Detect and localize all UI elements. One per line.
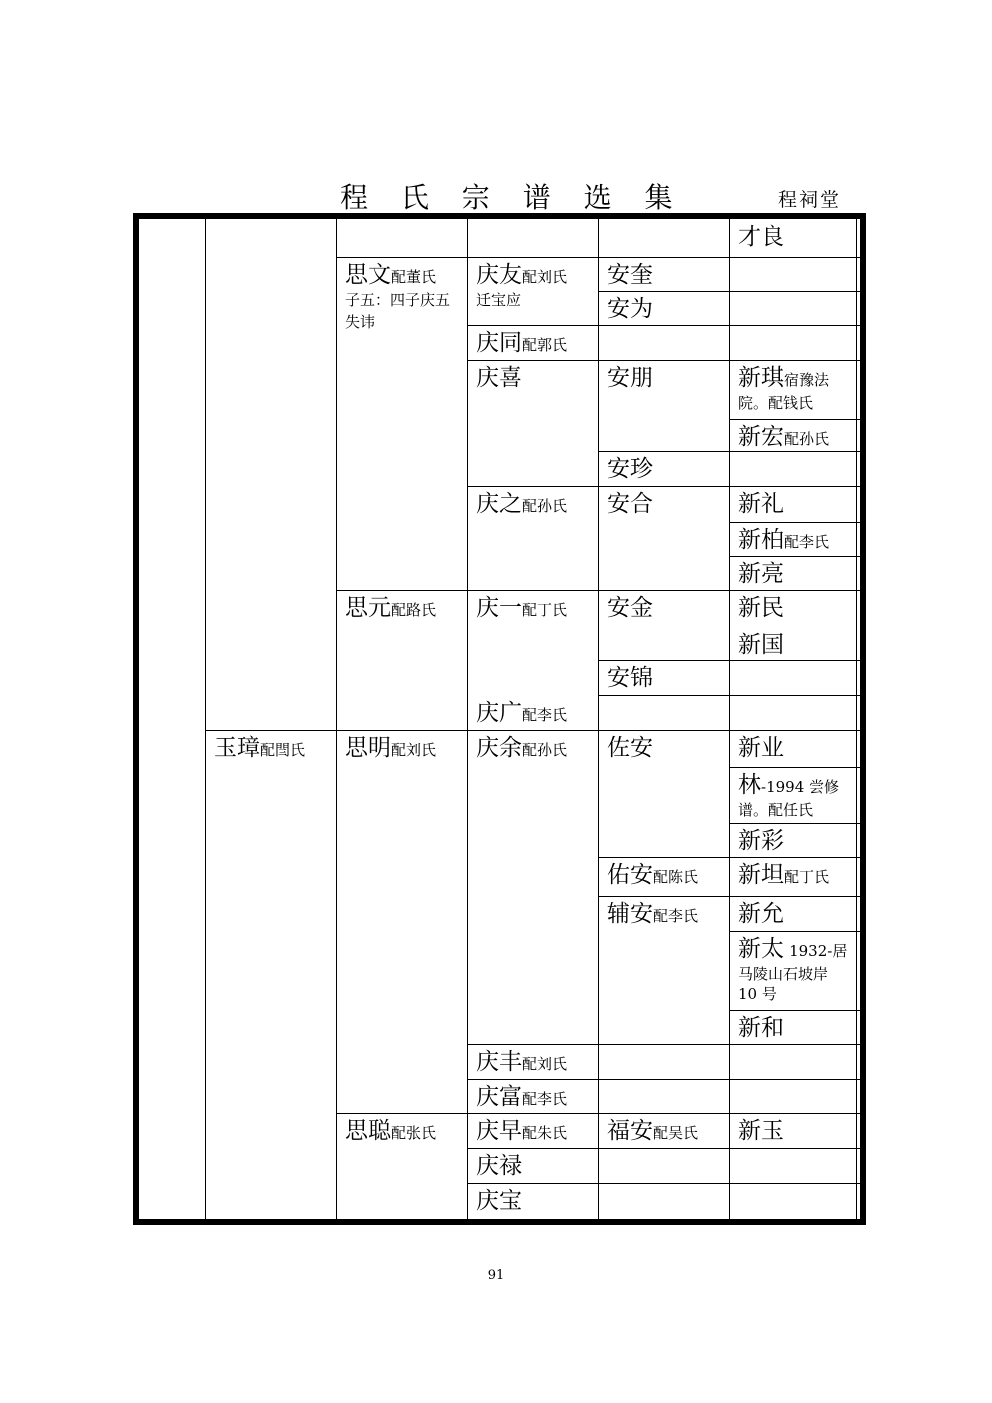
- entry-name: 思明: [345, 735, 391, 761]
- entry-siming: [336, 730, 467, 763]
- entry-xinqi: [729, 360, 856, 413]
- entry-name: 庆一: [476, 595, 522, 621]
- page-title: 程 氏 宗 谱 选 集: [340, 181, 685, 214]
- entry-anhe: [598, 486, 729, 519]
- entry-qingzhi: [467, 486, 598, 519]
- entry-name: 庆喜: [476, 365, 522, 391]
- entry-xinyun: [729, 896, 856, 929]
- entry-name: 安为: [607, 296, 653, 322]
- entry-name: 新太: [738, 936, 784, 962]
- genealogy-table: [133, 213, 866, 1225]
- hall-name: 程祠堂: [778, 189, 842, 211]
- entry-note: 配董氏: [391, 268, 437, 286]
- entry-name: 佐安: [607, 735, 653, 761]
- entry-qinglu: [467, 1148, 598, 1181]
- entry-name: 庆富: [476, 1084, 522, 1110]
- entry-qingfu: [467, 1079, 598, 1112]
- entry-xinmin: [729, 590, 856, 623]
- entry-xinhong: [729, 419, 856, 452]
- entry-qingfeng: [467, 1044, 598, 1077]
- entry-name: 思文: [345, 262, 391, 288]
- entry-note: 迁宝应: [476, 290, 522, 309]
- entry-note: 配孙氏: [784, 430, 830, 448]
- entry-name: 庆丰: [476, 1049, 522, 1075]
- entry-name: 庆宝: [476, 1188, 522, 1214]
- entry-zuoan: [598, 730, 729, 763]
- entry-note: 配李氏: [522, 1090, 568, 1108]
- entry-name: 佑安: [607, 862, 653, 888]
- entry-sicong: [336, 1113, 467, 1146]
- entry-name: 新玉: [738, 1118, 784, 1144]
- entry-name: 玉璋: [214, 735, 260, 761]
- entry-qingbao: [467, 1183, 598, 1216]
- entry-name: 新坦: [738, 862, 784, 888]
- entry-fuan2: [598, 1113, 729, 1146]
- entry-note: 配刘氏: [522, 268, 568, 286]
- entry-name: 福安: [607, 1118, 653, 1144]
- entry-name: 安锦: [607, 665, 653, 691]
- entry-name: 庆广: [476, 700, 522, 726]
- entry-xinhe: [729, 1010, 856, 1043]
- entry-name: 思聪: [345, 1118, 391, 1144]
- entry-name: 新和: [738, 1015, 784, 1041]
- entry-name: 安合: [607, 491, 653, 517]
- entry-yuzhang: [205, 730, 336, 763]
- entry-note: -1994 尝修谱。配任氏: [738, 778, 840, 819]
- entry-qingyou: [467, 257, 598, 312]
- entry-qingxi: [467, 360, 598, 393]
- page-number: 91: [487, 1268, 505, 1283]
- entry-name: 安朋: [607, 365, 653, 391]
- entry-name: 新亮: [738, 561, 784, 587]
- entry-name: 辅安: [607, 901, 653, 927]
- entry-note: 配孙氏: [522, 741, 568, 759]
- column-divider: [336, 219, 337, 1219]
- entry-xinyu: [729, 1113, 856, 1146]
- entry-note: 配刘氏: [522, 1055, 568, 1073]
- entry-anzhen: [598, 451, 729, 484]
- entry-note: 配李氏: [784, 533, 830, 551]
- entry-note: 配孙氏: [522, 497, 568, 515]
- entry-anpeng: [598, 360, 729, 393]
- entry-lin: [729, 767, 856, 820]
- entry-cailiang: [729, 219, 856, 252]
- entry-name: 思元: [345, 595, 391, 621]
- entry-name: 庆友: [476, 262, 522, 288]
- entry-note: 配朱氏: [522, 1124, 568, 1142]
- entry-name: 庆之: [476, 491, 522, 517]
- entry-name: 安珍: [607, 456, 653, 482]
- entry-name: 新柏: [738, 527, 784, 553]
- entry-name: 新琪: [738, 365, 784, 391]
- entry-xintan: [729, 857, 856, 890]
- entry-note: 配郭氏: [522, 336, 568, 354]
- entry-note: 配丁氏: [784, 868, 830, 886]
- entry-note: 子五：四子庆五失讳: [345, 290, 451, 331]
- entry-name: 林: [738, 772, 761, 798]
- entry-note: 配张氏: [391, 1124, 437, 1142]
- entry-anjin2: [598, 660, 729, 693]
- entry-note: 配李氏: [522, 706, 568, 724]
- entry-youan: [598, 857, 729, 890]
- entry-name: 庆禄: [476, 1153, 522, 1179]
- entry-name: 新业: [738, 735, 784, 761]
- entry-siyuan: [336, 590, 467, 623]
- entry-xinguo: [729, 627, 856, 660]
- entry-note: 配陈氏: [653, 868, 699, 886]
- entry-qingyu: [467, 730, 598, 763]
- entry-name: 新允: [738, 901, 784, 927]
- entry-name: 安奎: [607, 262, 653, 288]
- entry-name: 新国: [738, 632, 784, 658]
- entry-note: 配刘氏: [391, 741, 437, 759]
- entry-xinbai: [729, 522, 856, 555]
- entry-note: 配路氏: [391, 601, 437, 619]
- entry-qingguang: [467, 695, 598, 728]
- entry-xinye: [729, 730, 856, 763]
- column-divider: [205, 219, 206, 1219]
- entry-xinliang: [729, 556, 856, 589]
- entry-note: 配丁氏: [522, 601, 568, 619]
- entry-name: 新礼: [738, 491, 784, 517]
- entry-name: 庆早: [476, 1118, 522, 1144]
- entry-name: 才良: [738, 224, 784, 250]
- entry-name: 新民: [738, 595, 784, 621]
- entry-xintai: [729, 931, 856, 1004]
- entry-note: 配閆氏: [260, 741, 306, 759]
- entry-fuan: [598, 896, 729, 929]
- entry-name: 新彩: [738, 828, 784, 854]
- entry-anjin: [598, 590, 729, 623]
- entry-name: 庆同: [476, 330, 522, 356]
- entry-note: 宿豫法院。配钱氏: [738, 371, 830, 412]
- entry-xinli: [729, 486, 856, 519]
- entry-qingtong: [467, 325, 598, 358]
- entry-xincai: [729, 823, 856, 856]
- entry-qingzao: [467, 1113, 598, 1146]
- entry-name: 庆余: [476, 735, 522, 761]
- entry-name: 新宏: [738, 424, 784, 450]
- column-divider: [856, 219, 857, 1219]
- entry-note: 1932-居马陵山石坡岸 10 号: [738, 942, 848, 1003]
- row-divider: [598, 695, 860, 696]
- entry-qingyi: [467, 590, 598, 623]
- entry-name: 安金: [607, 595, 653, 621]
- entry-ankui: [598, 257, 729, 290]
- entry-siwen: [336, 257, 467, 333]
- entry-note: 配吴氏: [653, 1124, 699, 1142]
- entry-note: 配李氏: [653, 907, 699, 925]
- entry-anwei: [598, 291, 729, 324]
